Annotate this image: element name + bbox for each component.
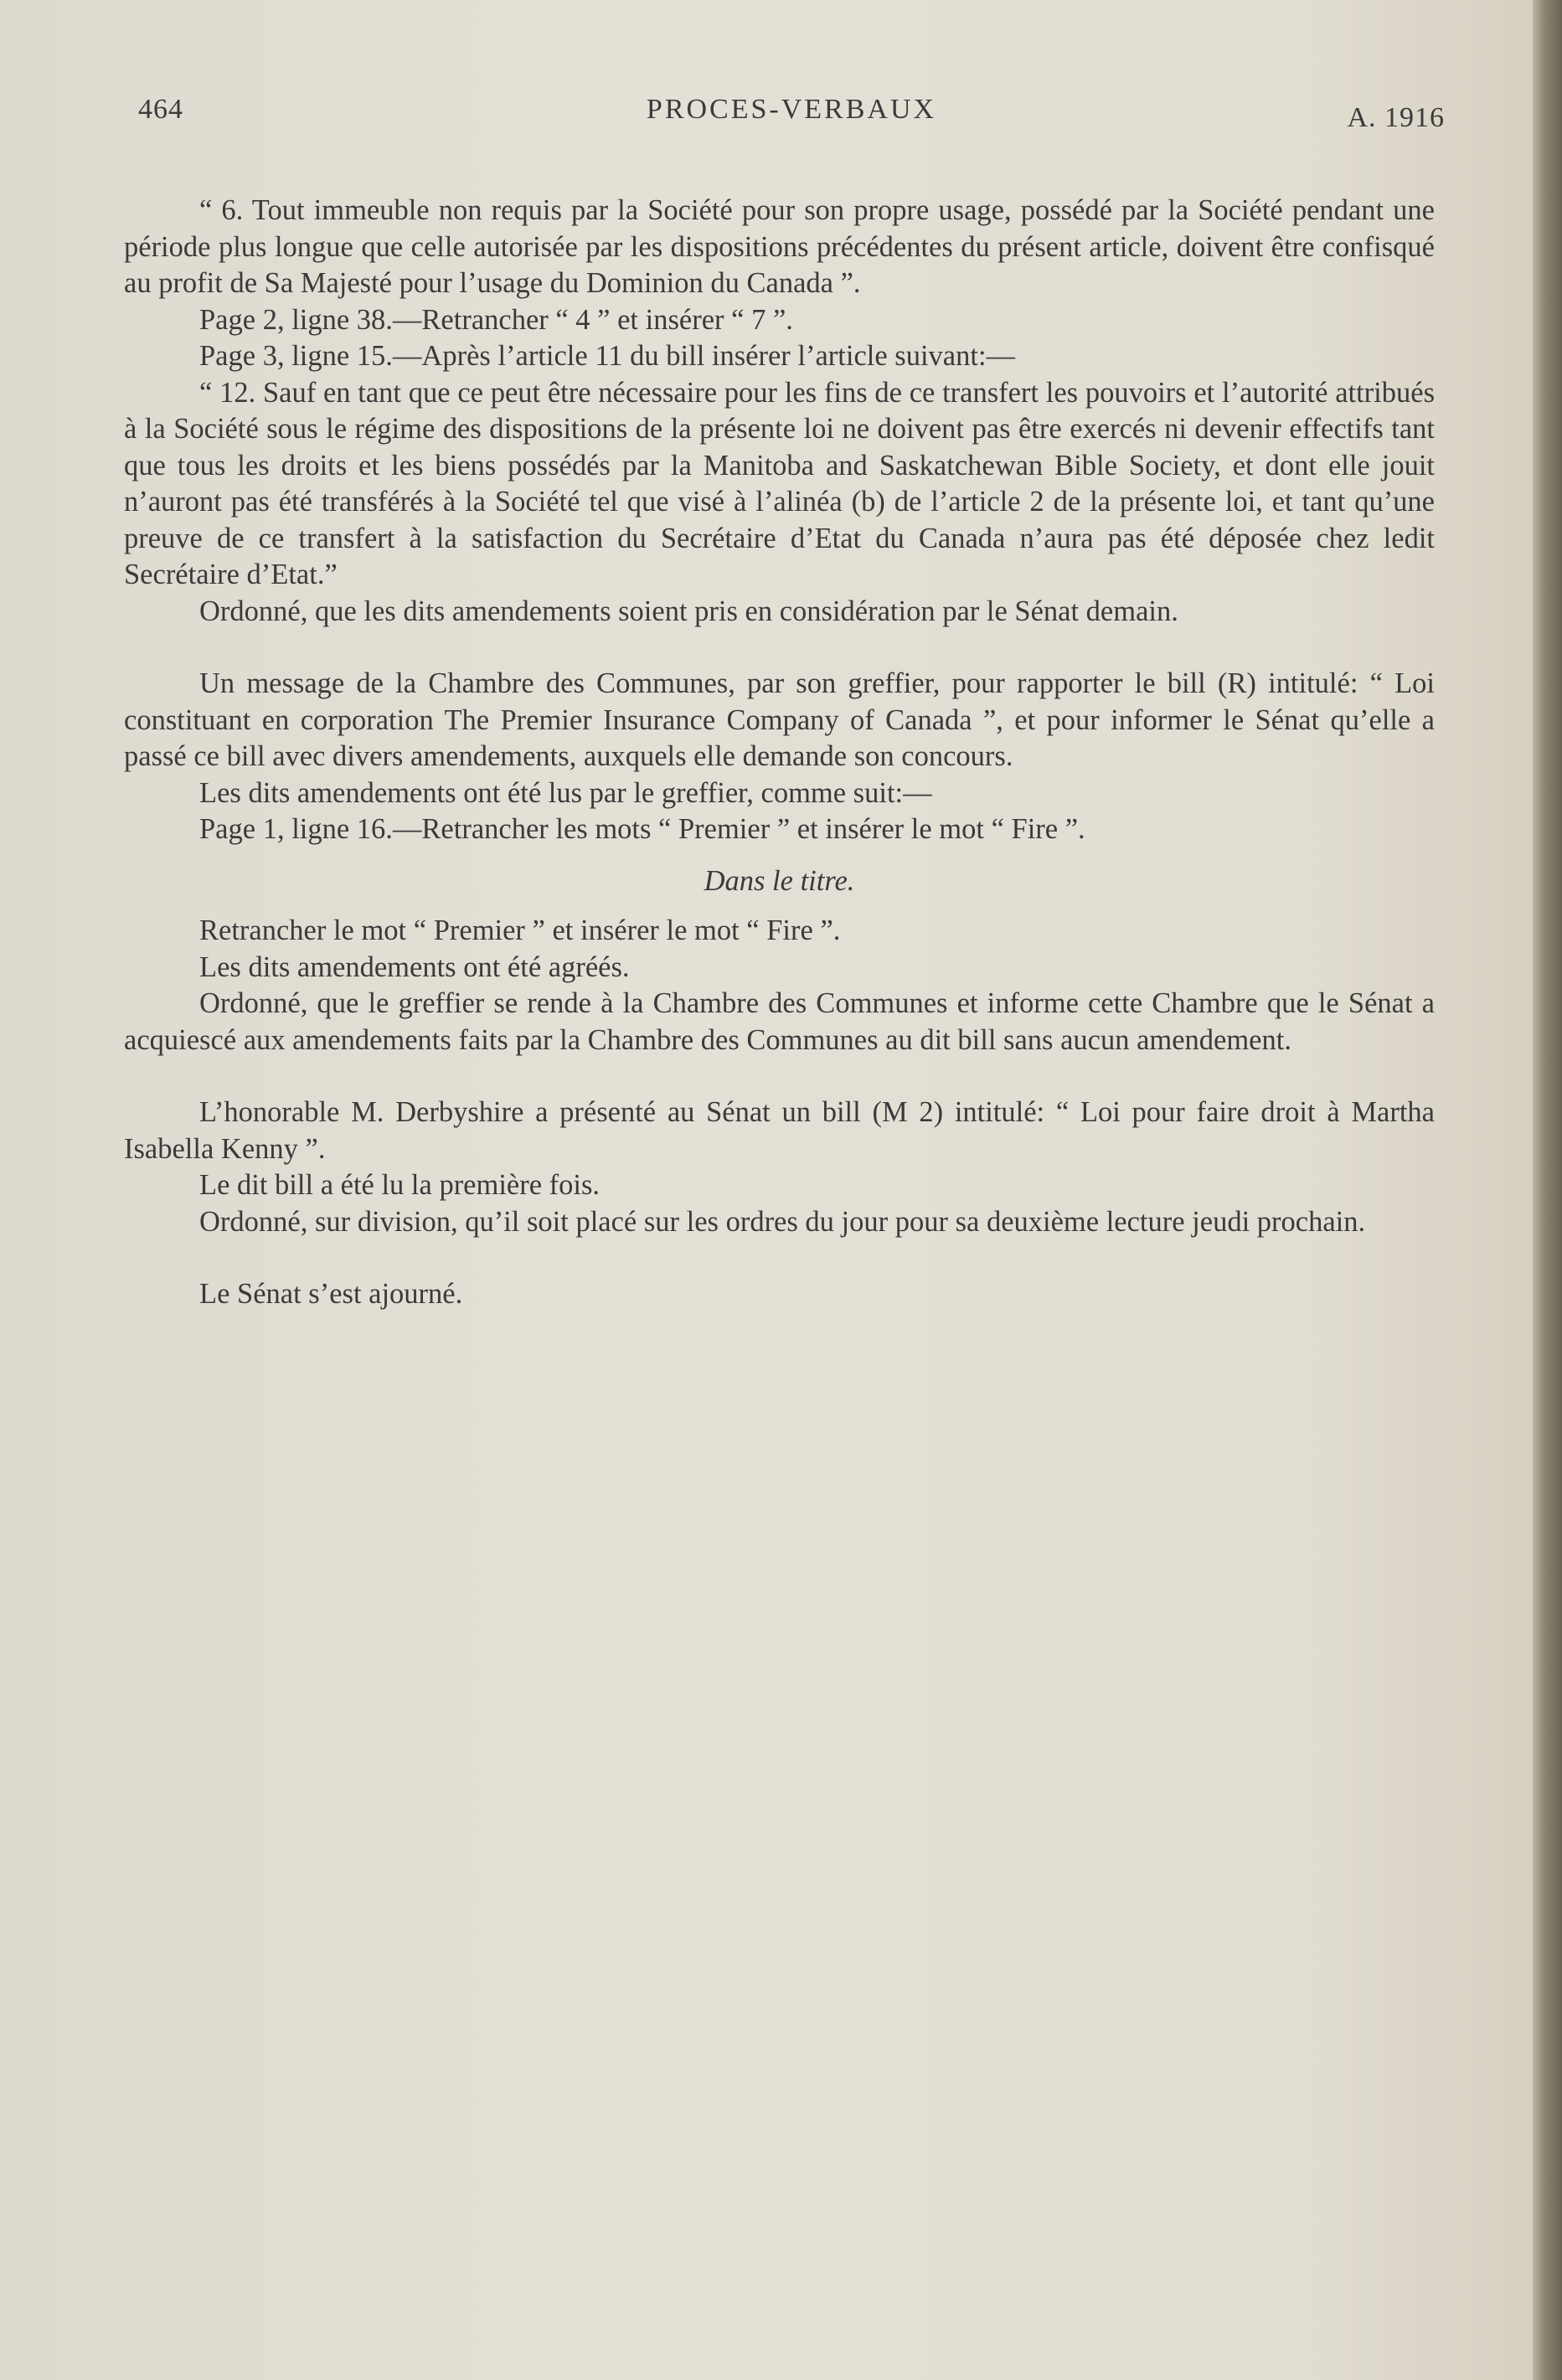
paragraph-page2-amendment: Page 2, ligne 38.—Retrancher “ 4 ” et insérer “ 7 ”. bbox=[199, 303, 793, 336]
year-label: A. 1916 bbox=[1347, 102, 1445, 133]
page-header bbox=[138, 94, 1445, 144]
page-number: 464 bbox=[138, 94, 183, 125]
paragraph-ordonne-consideration: Ordonné, que les dits amendements soient pris en considération par le Sénat demain. bbox=[199, 595, 1178, 627]
paragraph-derbyshire-bill: L’honorable M. Derbyshire a présenté au Sénat un bill (M 2) intitulé: “ Loi pour faire droit à Martha Isabella Kenny ”. bbox=[124, 1096, 1435, 1165]
paragraph-page1-amendment: Page 1, ligne 16.—Retrancher les mots “ Premier ” et insérer le mot “ Fire ”. bbox=[199, 813, 1085, 845]
paragraph-senat-ajourne: Le Sénat s’est ajourné. bbox=[199, 1278, 463, 1310]
paragraph-message-communes: Un message de la Chambre des Communes, par son greffier, pour rapporter le bill (R) intitulé: “ Loi constituant en corporation The Premier Insurance Company of Canada ”, et pour informer le Sénat qu’elle a passé ce bill avec divers amendements, auxquels elle demande son concours. bbox=[124, 667, 1435, 772]
paragraph-article-12: “ 12. Sauf en tant que ce peut être nécessaire pour les fins de ce transfert les pouvoirs et l’autorité attribués à la Société sous le régime des dispositions de la présente loi ne doivent pas être exercés ni devenir effectifs tant que tous les droits et les biens possédés par la Manitoba and Saskatchewan Bible Society, et dont elle jouit n’auront pas été transférés à la Société tel que visé à l’alinéa (b) de l’article 2 de la présente loi, et tant qu’une preuve de ce transfert à la satisfaction du Secrétaire d’Etat du Canada n’aura pas été déposée chez ledit Secrétaire d’Etat.” bbox=[124, 376, 1435, 590]
paragraph-page3-amendment: Page 3, ligne 15.—Après l’article 11 du bill insérer l’article suivant:— bbox=[199, 340, 1016, 372]
paragraph-ordonne-division: Ordonné, sur division, qu’il soit placé sur les ordres du jour pour sa deuxième lecture jeudi prochain. bbox=[199, 1205, 1366, 1238]
page-edge-shadow bbox=[1533, 0, 1562, 2380]
running-title: PROCES-VERBAUX bbox=[646, 94, 937, 125]
paragraph-amendements-lus: Les dits amendements ont été lus par le greffier, comme suit:— bbox=[199, 776, 932, 809]
paragraph-retrancher-premier: Retrancher le mot “ Premier ” et insérer le mot “ Fire ”. bbox=[199, 914, 841, 946]
paragraph-ordonne-greffier: Ordonné, que le greffier se rende à la Chambre des Communes et informe cette Chambre que le Sénat a acquiescé aux amendements faits par la Chambre des Communes au dit bill sans aucun amendement. bbox=[124, 987, 1435, 1056]
subheading-dans-le-titre: Dans le titre. bbox=[704, 864, 855, 897]
paragraph-article-6: “ 6. Tout immeuble non requis par la Société pour son propre usage, possédé par la Société pendant une période plus longue que celle autorisée par les dispositions précédentes du présent article, doivent être confisqué au profit de Sa Majesté pour l’usage du Dominion du Canada ”. bbox=[124, 194, 1435, 299]
paragraph-premiere-lecture: Le dit bill a été lu la première fois. bbox=[199, 1169, 601, 1201]
page-body bbox=[124, 193, 1435, 1313]
paragraph-amendements-agrees: Les dits amendements ont été agréés. bbox=[199, 950, 630, 983]
